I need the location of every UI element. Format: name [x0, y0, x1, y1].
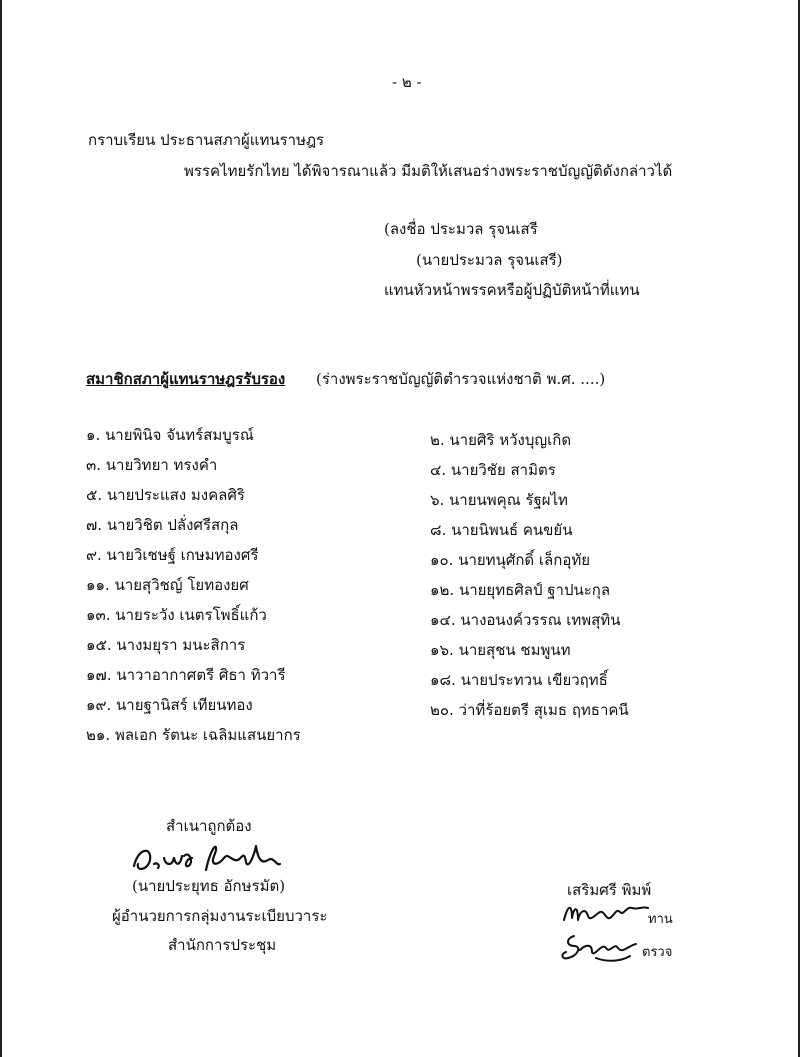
salutation: กราบเรียน ประธานสภาผู้แทนราษฎร — [88, 131, 325, 149]
member-item: ๑๗. นาวาอากาศตรี ศิธา ทิวารี — [86, 666, 286, 684]
member-item: ๘. นายนิพนธ์ คนขยัน — [430, 521, 573, 539]
member-item: ๙. นายวิเชษฐ์ เกษมทองศรี — [86, 546, 259, 564]
certifier-office: สำนักการประชุม — [168, 936, 277, 954]
member-item: ๖. นายนพคุณ รัฐผไท — [430, 491, 568, 509]
member-item: ๕. นายประแสง มงคลศิริ — [86, 486, 245, 504]
member-item: ๑๓. นายระวัง เนตรโพธิ์แก้ว — [86, 606, 267, 624]
member-item: ๔. นายวิชัย สามิตร — [430, 461, 556, 479]
certifier-name: (นายประยุทธ อักษรมัต) — [132, 877, 286, 895]
page-edge-left — [0, 0, 2, 1057]
member-item: ๑๕. นางมยุรา มนะสิการ — [86, 636, 246, 654]
member-item: ๑๘. นายประทวน เขียวฤทธิ์ — [430, 671, 608, 689]
members-heading: สมาชิกสภาผู้แทนราษฎรรับรอง — [86, 370, 286, 388]
member-item: ๒๑. พลเอก รัตนะ เฉลิมแสนยากร — [86, 726, 301, 744]
certifier-signature-image — [128, 836, 288, 880]
page-number: - ๒ - — [392, 73, 422, 91]
member-item: ๑๙. นายฐานิสร์ เทียนทอง — [86, 696, 253, 714]
checked-label: ตรวจ — [642, 945, 673, 960]
member-item: ๒. นายศิริ หวังบุญเกิด — [430, 431, 572, 449]
proofed-label: ทาน — [648, 912, 673, 927]
signatory-position: แทนหัวหน้าพรรคหรือผู้ปฏิบัติหน้าที่แทน — [384, 281, 640, 299]
signature-line: (ลงชื่อ ประมวล รุจนเสรี — [384, 220, 538, 238]
member-item: ๑๑. นายสุวิชญ์ โยทองยศ — [86, 576, 249, 594]
bill-reference: (ร่างพระราชบัญญัติตำรวจแห่งชาติ พ.ศ. ....) — [316, 370, 606, 388]
member-item: ๑๒. นายยุทธศิลป์ ฐาปนะกุล — [430, 581, 611, 599]
member-item: ๓. นายวิทยา ทรงคำ — [86, 456, 218, 474]
letter-body: พรรคไทยรักไทย ได้พิจารณาแล้ว มีมติให้เสนอร่างพระราชบัญญัติดังกล่าวได้ — [184, 162, 673, 180]
signatory-name: (นายประมวล รุจนเสรี) — [416, 251, 563, 269]
member-item: ๑๔. นางอนงค์วรรณ เทพสุทิน — [430, 611, 621, 629]
member-item: ๑. นายพินิจ จันทร์สมบูรณ์ — [86, 426, 254, 444]
typed-by-label: เสริมศรี พิมพ์ — [567, 881, 652, 899]
proofreader-signature-image — [560, 896, 652, 930]
certified-copy-label: สำเนาถูกต้อง — [166, 817, 252, 835]
certifier-position: ผู้อำนวยการกลุ่มงานระเบียบวาระ — [112, 907, 328, 925]
member-item: ๗. นายวิชิต ปลั่งศรีสกุล — [86, 516, 239, 534]
member-item: ๑๐. นายทนุศักดิ์ เล็กอุทัย — [430, 551, 591, 569]
member-item: ๑๖. นายสุชน ชมพูนท — [430, 641, 571, 659]
checker-signature-image — [556, 928, 642, 968]
member-item: ๒๐. ว่าที่ร้อยตรี สุเมธ ฤทธาคนี — [430, 701, 629, 719]
